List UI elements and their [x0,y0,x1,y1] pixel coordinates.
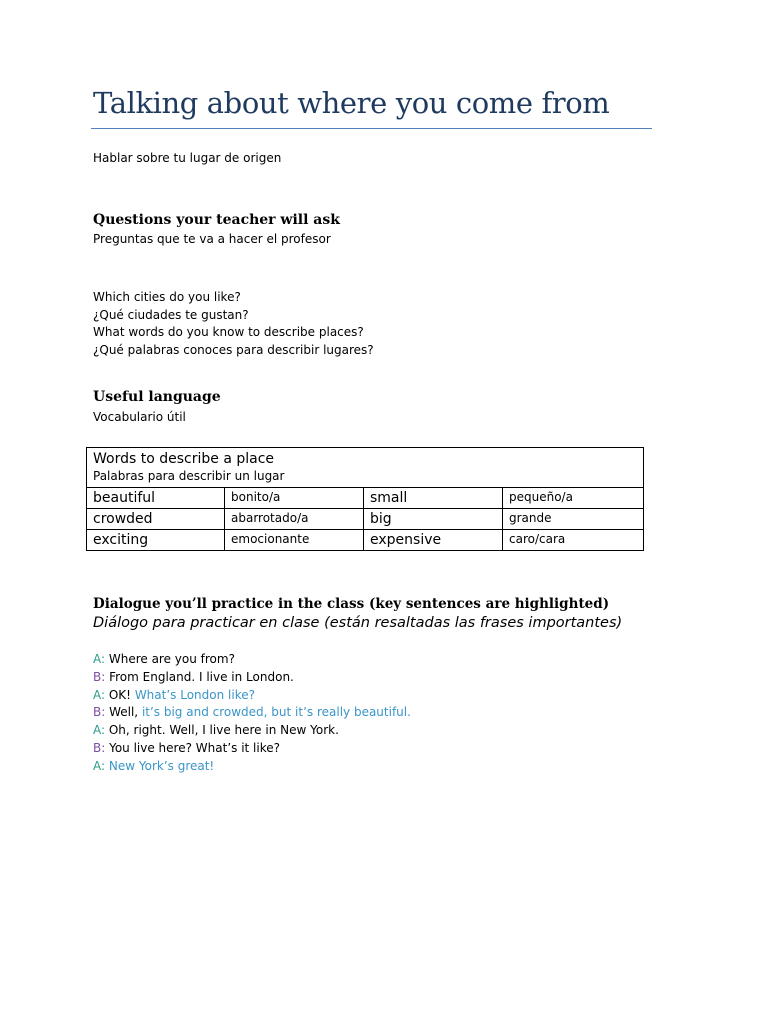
table-cell-spanish: emocionante [225,530,364,551]
table-row [87,488,644,509]
highlighted-sentence: New York’s great! [108,758,215,773]
table-header-es: Palabras para describir un lugar [93,469,285,483]
table-cell-spanish: caro/cara [503,530,644,551]
dialogue-text: Where are you from? [105,652,235,666]
page-subtitle: Hablar sobre tu lugar de origen [93,151,282,165]
question-item: What words do you know to describe places? [93,325,364,340]
table-header-cell [87,448,644,488]
speaker-label: A: [93,758,106,773]
highlighted-sentence: it’s big and crowded, but it’s really beautiful. [141,705,411,720]
speaker-label: A: [93,687,106,702]
table-row [87,509,644,530]
dialogue-line [93,651,411,669]
page-title: Talking about where you come from [93,86,610,120]
dialogue-heading-es: Diálogo para practicar en clase (están resaltadas las frases importantes) [93,615,623,631]
question-item: Which cities do you like? [93,290,241,304]
table-cell-spanish: pequeño/a [503,488,644,509]
speaker-label: B: [93,705,106,720]
dialogue-line [93,758,411,776]
table-cell-spanish: abarrotado/a [225,509,364,530]
dialogue-text: From England. I live in London. [105,669,294,684]
table-cell-spanish: bonito/a [225,488,364,509]
dialogue-heading: Dialogue you’ll practice in the class (key sentences are highlighted) [93,596,610,612]
dialogue-line [93,722,411,740]
useful-language-heading: Useful language [93,389,221,405]
dialogue-text: OK! [105,687,135,702]
speaker-label: B: [93,740,106,755]
speaker-label: A: [93,723,106,738]
table-cell-english: beautiful [87,488,225,509]
dialogue [93,651,411,776]
table-cell-spanish: grande [503,509,644,530]
table-cell-english: big [364,509,503,530]
dialogue-line [93,687,411,705]
vocabulary-table [86,447,644,551]
questions-heading: Questions your teacher will ask [93,212,340,228]
table-row [87,530,644,551]
table-header-row [87,448,644,488]
table-cell-english: exciting [87,530,225,551]
question-item: ¿Qué ciudades te gustan? [93,307,249,322]
dialogue-line [93,704,411,722]
highlighted-sentence: What’s London like? [134,687,255,702]
questions-heading-es: Preguntas que te va a hacer el profesor [93,232,331,246]
question-list [93,289,374,359]
speaker-label: A: [93,652,106,666]
useful-language-heading-es: Vocabulario útil [93,410,186,424]
title-underline [91,128,652,129]
dialogue-text: Well, [105,705,142,720]
dialogue-line [93,669,411,687]
speaker-label: B: [93,669,106,684]
table-header: Words to describe a place [93,451,275,467]
dialogue-line [93,740,411,758]
question-item: ¿Qué palabras conoces para describir lugares? [93,342,374,357]
dialogue-text: Oh, right. Well, I live here in New York. [105,723,339,738]
table-cell-english: expensive [364,530,503,551]
table-cell-english: crowded [87,509,225,530]
dialogue-text: You live here? What’s it like? [105,740,280,755]
table-cell-english: small [364,488,503,509]
